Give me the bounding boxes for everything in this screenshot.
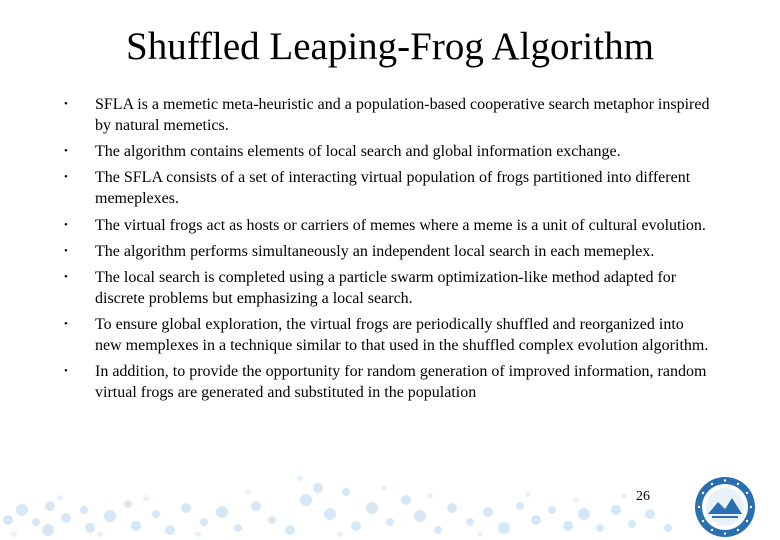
university-seal-icon <box>694 476 756 538</box>
bullet-text: The algorithm performs simultaneously an independent local search in each memeplex. <box>95 242 655 260</box>
bullet-icon: • <box>64 98 68 110</box>
blue-dot-pattern-decoration <box>0 470 690 540</box>
bullet-text: The local search is completed using a particle swarm optimization-like method adapted for discrete problems but emphasizing a local search. <box>95 268 677 307</box>
bullet-item <box>64 167 714 209</box>
bullet-item <box>64 361 714 403</box>
bullet-item <box>64 94 714 136</box>
bullet-text: To ensure global exploration, the virtual frogs are periodically shuffled and reorganized into new memplexes in a technique similar to that used in the shuffled complex evolution algorithm. <box>95 316 709 355</box>
bullet-item <box>64 314 714 356</box>
bullet-text: The virtual frogs act as hosts or carriers of memes where a meme is a unit of cultural evolution. <box>95 216 706 234</box>
bullet-item <box>64 141 714 162</box>
bullet-icon: • <box>64 218 68 231</box>
slide-title: Shuffled Leaping-Frog Algorithm <box>126 25 654 68</box>
bullet-icon: • <box>64 318 68 331</box>
bullet-text: SFLA is a memetic meta-heuristic and a population-based cooperative search metaphor inspired by natural memetics. <box>95 96 710 134</box>
bullet-item <box>64 215 714 236</box>
bullet-item <box>64 241 714 262</box>
bullet-list <box>64 94 714 409</box>
bullet-icon: • <box>64 244 68 257</box>
bullet-icon: • <box>64 365 68 378</box>
bullet-text: The algorithm contains elements of local search and global information exchange. <box>95 143 621 161</box>
bullet-icon: • <box>64 270 68 283</box>
bullet-item <box>64 267 714 309</box>
bullet-icon: • <box>64 145 68 158</box>
page-number: 26 <box>636 489 650 504</box>
bullet-text: The SFLA consists of a set of interacting virtual population of frogs partitioned into different memeplexes. <box>95 169 691 208</box>
bullet-icon: • <box>64 171 68 184</box>
bullet-text: In addition, to provide the opportunity for random generation of improved information, random virtual frogs are generated and substituted in the population <box>95 363 707 402</box>
